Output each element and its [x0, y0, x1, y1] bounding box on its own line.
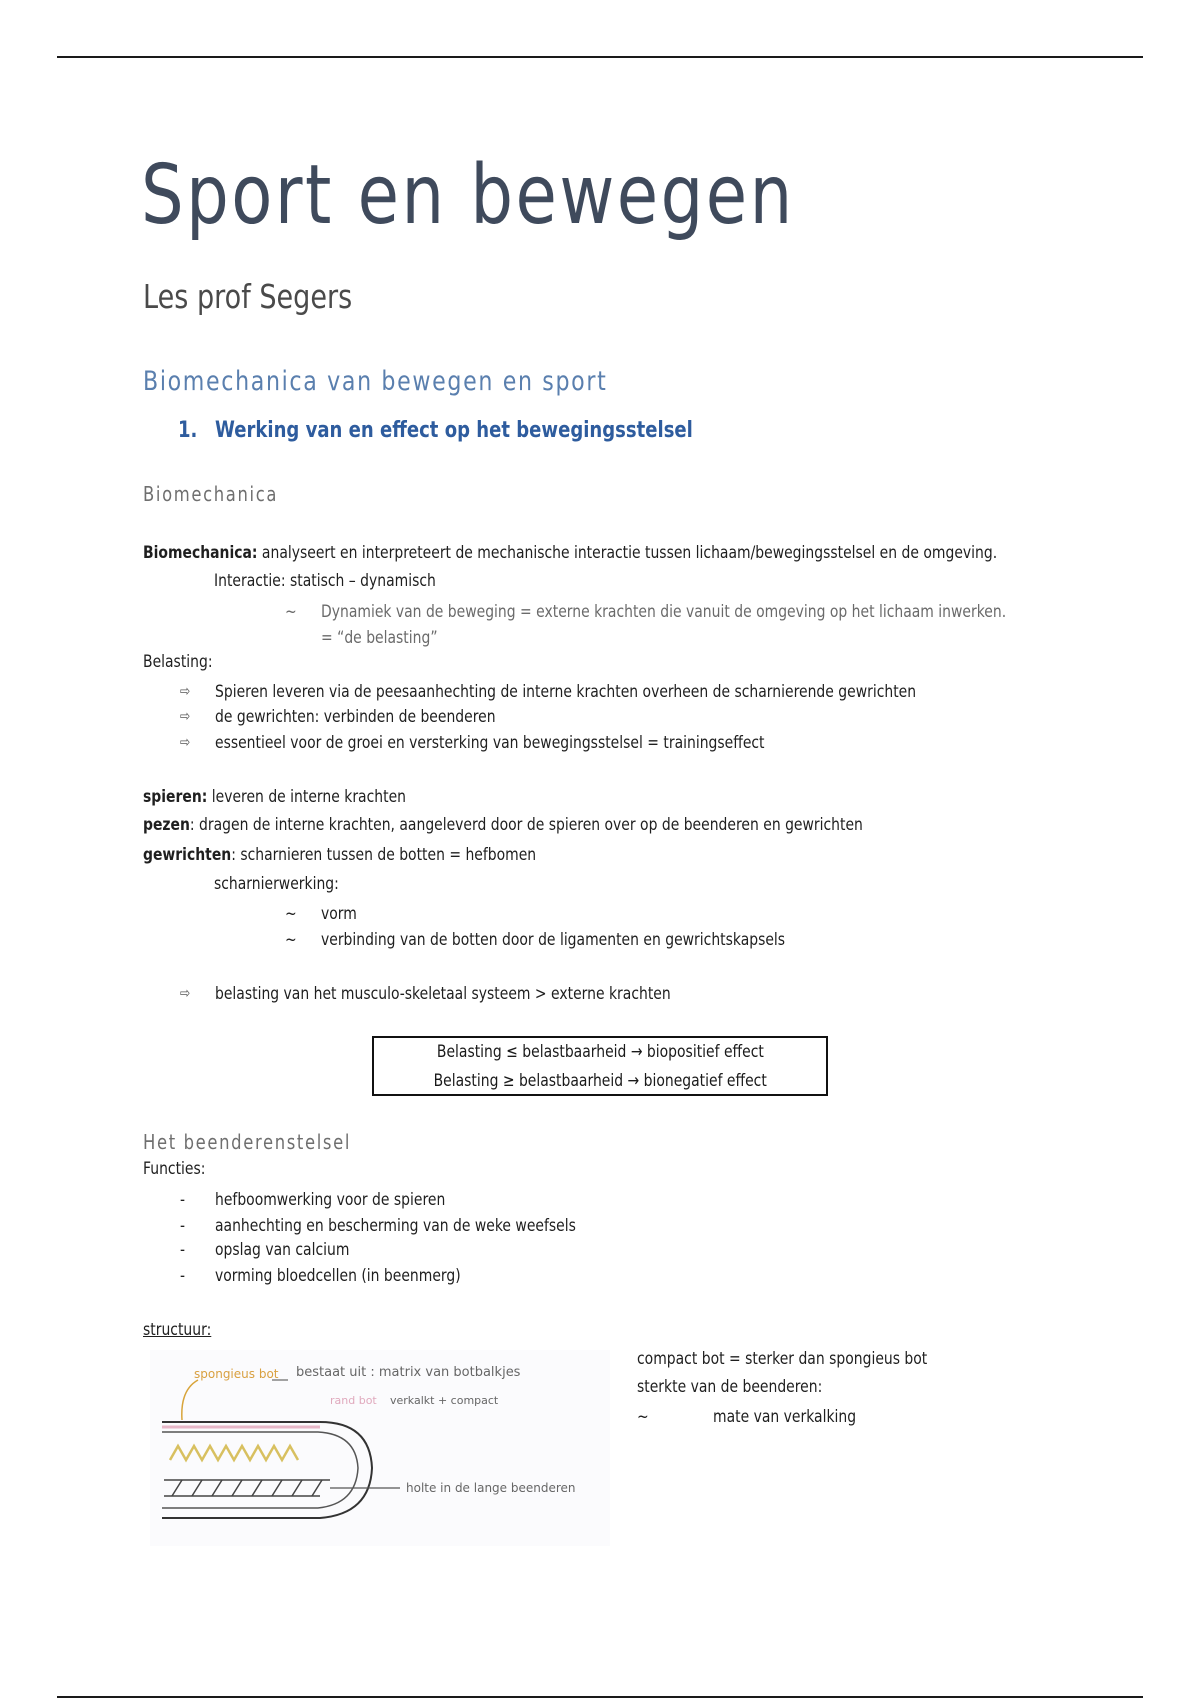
box-line-text: Belasting ≤ belastbaarheid → biopositief effect — [436, 1042, 764, 1062]
tilde-bullet-icon: ~ — [285, 904, 297, 924]
term-pezen — [143, 815, 863, 835]
box-line-negative — [374, 1071, 826, 1091]
tilde-bullet-icon: ~ — [637, 1407, 649, 1427]
dash-bullet-icon: - — [180, 1240, 186, 1260]
definition-paragraph — [143, 543, 997, 563]
belasting-item: de gewrichten: verbinden de beenderen — [215, 707, 496, 727]
arrow-bullet-icon: ⇨ — [180, 682, 191, 700]
subsection-number: 1. — [178, 418, 198, 443]
section-heading: Biomechanica van bewegen en sport — [143, 366, 608, 397]
belasting-label: Belasting: — [143, 652, 213, 672]
term-gewrichten — [143, 845, 536, 865]
belasting-musculo: belasting van het musculo-skeletaal systeem > externe krachten — [215, 984, 671, 1004]
term-text: : scharnieren tussen de botten = hefbomen — [231, 845, 537, 865]
bone-sketch-drawing — [150, 1350, 610, 1546]
scharnier-item: vorm — [321, 904, 357, 924]
scharnier-item: verbinding van de botten door de ligamenten en gewrichtskapsels — [321, 930, 786, 950]
sketch-label-bestaat: bestaat uit : matrix van botbalkjes — [296, 1365, 521, 1380]
sketch-label-spongieus: spongieus bot — [194, 1367, 279, 1381]
dash-bullet-icon: - — [180, 1266, 186, 1286]
tilde-bullet-icon: ~ — [285, 602, 297, 622]
functies-label: Functies: — [143, 1159, 206, 1179]
functie-item: opslag van calcium — [215, 1240, 350, 1260]
definition-term: Biomechanica: — [143, 543, 258, 563]
bone-sketch — [150, 1350, 610, 1546]
term-text: : dragen de interne krachten, aangeleverd door de spieren over op de beenderen en gewrichten — [189, 815, 863, 835]
arrow-bullet-icon: ⇨ — [180, 707, 191, 725]
sketch-label-verkalkt: verkalkt + compact — [390, 1394, 499, 1407]
term-text: leveren de interne krachten — [207, 787, 406, 807]
functie-item: aanhechting en bescherming van de weke weefsels — [215, 1216, 576, 1236]
beenderen-heading: Het beenderenstelsel — [143, 1130, 352, 1154]
dynamiek-line-2: = “de belasting” — [321, 628, 438, 648]
bottom-rule — [57, 1696, 1143, 1698]
sketch-label-holte: holte in de lange beenderen — [406, 1481, 576, 1495]
functie-item: vorming bloedcellen (in beenmerg) — [215, 1266, 461, 1286]
structuur-label: structuur: — [143, 1320, 212, 1340]
dynamiek-line-1: Dynamiek van de beweging = externe krachten die vanuit de omgeving op het lichaam inwerken. — [321, 602, 1007, 622]
verkalking-item: mate van verkalking — [713, 1407, 857, 1427]
term-spieren — [143, 787, 406, 807]
box-line-text: Belasting ≥ belastbaarheid → bionegatief effect — [433, 1071, 767, 1091]
belasting-item: essentieel voor de groei en versterking van bewegingsstelsel = trainingseffect — [215, 733, 765, 753]
term-label: pezen — [143, 815, 190, 835]
belasting-box — [372, 1036, 828, 1096]
biomechanica-heading: Biomechanica — [143, 482, 279, 506]
structuur-note: compact bot = sterker dan spongieus bot — [637, 1349, 928, 1369]
sketch-label-randbot: rand bot — [330, 1394, 377, 1407]
subsection-heading: Werking van en effect op het bewegingsstelsel — [215, 418, 693, 443]
box-line-positive — [374, 1042, 826, 1062]
scharnier-label: scharnierwerking: — [214, 874, 339, 894]
term-label: gewrichten — [143, 845, 232, 865]
dash-bullet-icon: - — [180, 1216, 186, 1236]
functie-item: hefboomwerking voor de spieren — [215, 1190, 446, 1210]
page-subtitle: Les prof Segers — [143, 277, 353, 316]
definition-text: analyseert en interpreteert de mechanische interactie tussen lichaam/bewegingsstelsel en de omgeving. — [257, 543, 998, 563]
dash-bullet-icon: - — [180, 1190, 186, 1210]
tilde-bullet-icon: ~ — [285, 930, 297, 950]
arrow-bullet-icon: ⇨ — [180, 984, 191, 1002]
top-rule — [57, 56, 1143, 58]
term-label: spieren: — [143, 787, 208, 807]
arrow-bullet-icon: ⇨ — [180, 733, 191, 751]
structuur-note: sterkte van de beenderen: — [637, 1377, 823, 1397]
page-title: Sport en bewegen — [141, 148, 795, 243]
interactie-line: Interactie: statisch – dynamisch — [214, 571, 436, 591]
belasting-item: Spieren leveren via de peesaanhechting de interne krachten overheen de scharnierende gewrichten — [215, 682, 917, 702]
